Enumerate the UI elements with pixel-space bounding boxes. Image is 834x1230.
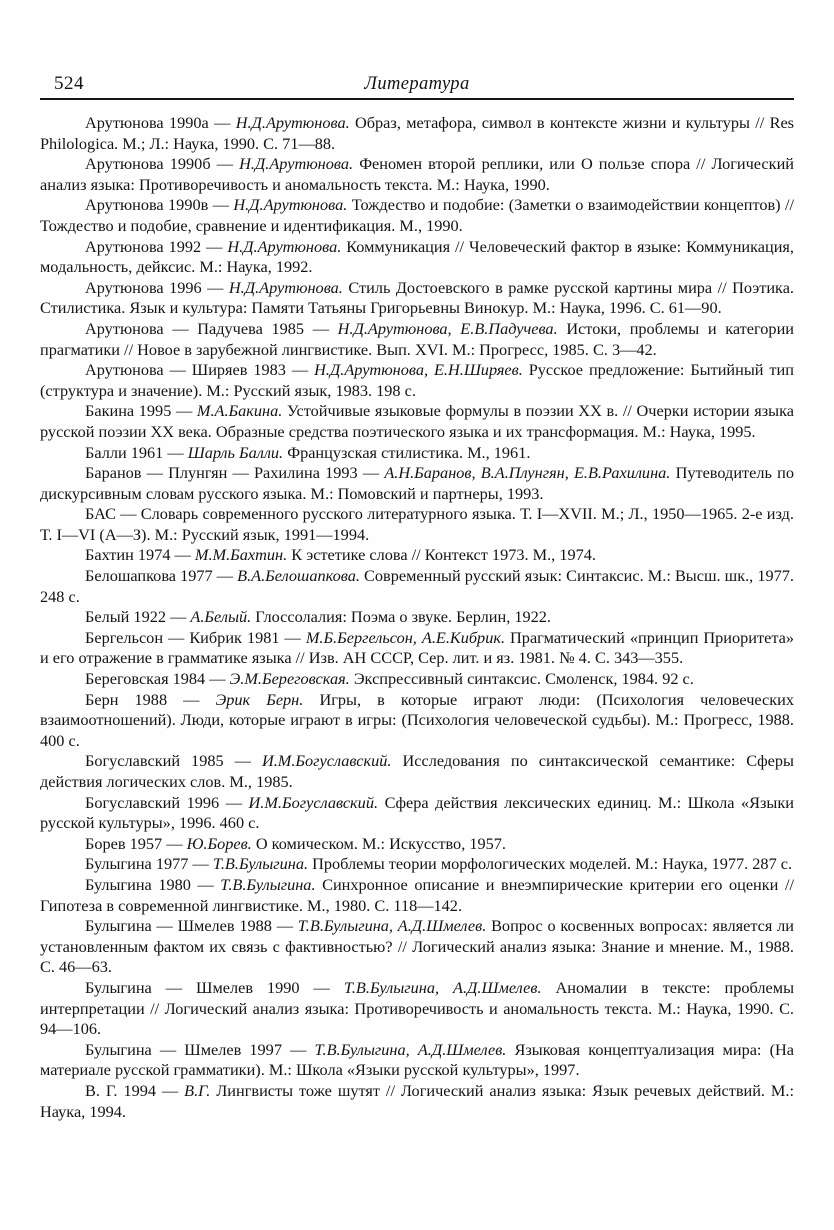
bibliography-entry: Арутюнова 1990а — Н.Д.Арутюнова. Образ, метафора, символ в контексте жизни и культуры // Res Philologica. М.; Л.: Наука, 1990. С. 71—88. xyxy=(40,113,795,153)
entry-label: Бахтин 1974 xyxy=(85,545,171,565)
entry-text: Синхронное описание и внеэмпирические критерии его оценки // Гипотеза в современной лингвистике. М., 1980. С. 118—142. xyxy=(40,874,794,915)
entry-text: К эстетике слова // Контекст 1973. М., 1974. xyxy=(291,545,596,565)
entry-text: Образ, метафора, символ в контексте жизни и культуры // Res Philologica. М.; Л.: Наука, 1990. С. 71—88. xyxy=(40,113,795,153)
entry-authors: Эрик Берн. xyxy=(215,689,304,709)
bibliography-entry: Арутюнова 1990в — Н.Д.Арутюнова. Тождество и подобие: (Заметки о взаимодействии концептов) // Тождество и подобие, сравнение и идентификация. М., 1990. xyxy=(40,195,795,235)
entry-label: Булыгина — Шмелев 1990 xyxy=(85,977,300,997)
bibliography-entry: БАС — Словарь современного русского литературного языка. Т. I—XVII. М.; Л., 1950—1965. 2-е изд. Т. I—VI (А—З). М.: Русский язык, 1991—1994. xyxy=(40,504,794,544)
entry-text: Аномалии в тексте: проблемы интерпретации // Логический анализ языка: Противоречивость и аномальность текста. М.: Наука, 1990. С. 94—106. xyxy=(40,977,795,1039)
entry-text: Стиль Достоевского в рамке русской картины мира // Поэтика. Стилистика. Язык и культура: Памяти Татьяны Григорьевны Винокур. М.: Наука, 1996. С. 61—90. xyxy=(40,277,794,318)
entry-text: Русское предложение: Бытийный тип (структура и значение). М.: Русский язык, 1983. 198 с. xyxy=(40,360,794,400)
bibliography-entry: Булыгина — Шмелев 1997 — Т.В.Булыгина, А.Д.Шмелев. Языковая концептуализация мира: (На материале русской грамматики). М.: Школа «Языки русской культуры», 1997. xyxy=(40,1039,794,1080)
entry-authors: М.Б.Бергельсон, А.Е.Кибрик. xyxy=(305,627,506,647)
bibliography-entry: Арутюнова 1996 — Н.Д.Арутюнова. Стиль Достоевского в рамке русской картины мира // Поэтика. Стилистика. Язык и культура: Памяти Татьяны Григорьевны Винокур. М.: Наука, 1996. С. 61—90. xyxy=(40,277,794,318)
entry-label: Булыгина 1980 xyxy=(85,874,191,894)
entry-authors: Т.В.Булыгина, А.Д.Шмелев. xyxy=(343,977,542,997)
entry-authors: Н.Д.Арутюнова, Е.В.Падучева. xyxy=(337,318,558,338)
bibliography-entry: Булыгина — Шмелев 1990 — Т.В.Булыгина, А.Д.Шмелев. Аномалии в тексте: проблемы интерпретации // Логический анализ языка: Противоречивость и аномальность текста. М.: Наука, 1990. С. 94—106. xyxy=(40,977,795,1039)
entry-authors: Э.М.Береговская. xyxy=(229,669,350,689)
entry-authors: Т.В.Булыгина, А.Д.Шмелев. xyxy=(297,916,487,936)
entry-text: Лингвисты тоже шутят // Логический анализ языка: Язык речевых действий. М.: Наука, 1994. xyxy=(40,1080,795,1121)
entry-label: Арутюнова 1990в xyxy=(85,195,209,215)
entry-authors: Т.В.Булыгина, А.Д.Шмелев. xyxy=(314,1039,507,1059)
bibliography-entry: Булыгина — Шмелев 1988 — Т.В.Булыгина, А.Д.Шмелев. Вопрос о косвенных вопросах: является ли установленным фактом их связь с фактивностью? // Логический анализ языка: Знание и мнение. М., 1988. С. 46—63. xyxy=(40,916,794,977)
entry-authors: Шарль Балли. xyxy=(187,442,284,462)
entry-text: Проблемы теории морфологических моделей. М.: Наука, 1977. 287 с. xyxy=(312,854,793,874)
bibliography-entry: Арутюнова — Ширяев 1983 — Н.Д.Арутюнова, Е.Н.Ширяев. Русское предложение: Бытийный тип (структура и значение). М.: Русский язык, 1983. 198 с. xyxy=(40,360,794,400)
entry-label: Берн 1988 xyxy=(85,689,168,709)
bibliography-entry: Арутюнова 1990б — Н.Д.Арутюнова. Феномен второй реплики, или О пользе спора // Логический анализ языка: Противоречивость и аномальность текста. М.: Наука, 1990. xyxy=(40,154,794,194)
page-title: Литература xyxy=(364,74,470,94)
bibliography-entry: Балли 1961 — Шарль Балли. Французская стилистика. М., 1961. xyxy=(85,442,531,462)
bibliography-entry: Баранов — Плунгян — Рахилина 1993 — А.Н.Баранов, В.А.Плунгян, Е.В.Рахилина. Путеводитель по дискурсивным словам русского языка. М.: Помовский и партнеры, 1993. xyxy=(40,463,794,503)
entry-text: Путеводитель по дискурсивным словам русского языка. М.: Помовский и партнеры, 1993. xyxy=(40,463,794,503)
entry-authors: А.Н.Баранов, В.А.Плунгян, Е.В.Рахилина. xyxy=(384,463,671,483)
bibliography-list xyxy=(40,113,794,1122)
bibliography-entry: Богуславский 1985 — И.М.Богуславский. Исследования по синтаксической семантике: Сферы действия логических слов. М., 1985. xyxy=(40,751,794,791)
entry-authors: Ю.Борев. xyxy=(186,833,252,853)
entry-label: Борев 1957 xyxy=(85,833,163,853)
entry-authors: Т.В.Булыгина. xyxy=(212,854,309,874)
entry-text: Исследования по синтаксической семантике: Сферы действия логических слов. М., 1985. xyxy=(40,751,794,791)
page-number: 524 xyxy=(54,73,84,94)
entry-label: Арутюнова 1990б xyxy=(85,154,211,174)
entry-authors: В.Г. xyxy=(184,1080,211,1100)
entry-label: Булыгина — Шмелев 1997 xyxy=(85,1039,282,1059)
bibliography-entry: Берн 1988 — Эрик Берн. Игры, в которые играют люди: (Психология человеческих взаимоотношений). Люди, которые играют в игры: (Психология человеческой судьбы). М.: Прогресс, 1988. 400 с. xyxy=(40,689,795,750)
entry-text: Прагматический «принцип Приоритета» и его отражение в грамматике языка // Изв. АН СССР, Сер. лит. и яз. 1981. № 4. С. 343—355. xyxy=(40,627,795,668)
bibliography-entry: В. Г. 1994 — В.Г. Лингвисты тоже шутят // Логический анализ языка: Язык речевых действий. М.: Наука, 1994. xyxy=(40,1080,795,1121)
entry-label: Богуславский 1996 xyxy=(85,792,220,812)
entry-authors: И.М.Богуславский. xyxy=(248,792,379,812)
entry-text: Вопрос о косвенных вопросах: является ли установленным фактом их связь с фактивностью? // Логический анализ языка: Знание и мнение. М., 1988. С. 46—63. xyxy=(40,916,794,977)
entry-authors: Т.В.Булыгина. xyxy=(220,874,316,894)
bibliography-entry: Арутюнова — Падучева 1985 — Н.Д.Арутюнова, Е.В.Падучева. Истоки, проблемы и категории прагматики // Новое в зарубежной лингвистике. Вып. XVI. М.: Прогресс, 1985. С. 3—42. xyxy=(40,318,795,359)
entry-text: Сфера действия лексических единиц. М.: Школа «Языки русской культуры», 1996. 460 с. xyxy=(40,792,794,833)
bibliography-entry: Бергельсон — Кибрик 1981 — М.Б.Бергельсон, А.Е.Кибрик. Прагматический «принцип Приоритета» и его отражение в грамматике языка // Изв. АН СССР, Сер. лит. и яз. 1981. № 4. С. 343—355. xyxy=(40,627,795,668)
entry-text: Французская стилистика. М., 1961. xyxy=(287,442,531,462)
entry-text: Истоки, проблемы и категории прагматики // Новое в зарубежной лингвистике. Вып. XVI. М.: Прогресс, 1985. С. 3—42. xyxy=(40,318,795,359)
bibliography-entry: Булыгина 1977 — Т.В.Булыгина. Проблемы теории морфологических моделей. М.: Наука, 1977. 287 с. xyxy=(85,854,793,874)
entry-text: Устойчивые языковые формулы в поэзии XX в. // Очерки истории языка русской поэзии XX века. Образные средства поэтического языка и их трансформация. М.: Наука, 1995. xyxy=(40,401,795,441)
entry-text: Игры, в которые играют люди: (Психология человеческих взаимоотношений). Люди, которые играют в игры: (Психология человеческой судьбы). М.: Прогресс, 1988. 400 с. xyxy=(40,689,795,750)
entry-label: Белый 1922 xyxy=(85,607,166,627)
bibliography-entry: Булыгина 1980 — Т.В.Булыгина. Синхронное описание и внеэмпирические критерии его оценки // Гипотеза в современной лингвистике. М., 1980. С. 118—142. xyxy=(40,874,794,915)
entry-label: Арутюнова 1990а xyxy=(85,113,209,132)
entry-text: Феномен второй реплики, или О пользе спора // Логический анализ языка: Противоречивость и аномальность текста. М.: Наука, 1990. xyxy=(40,154,794,194)
entry-label: В. Г. 1994 xyxy=(85,1080,157,1100)
entry-label: Бергельсон — Кибрик 1981 xyxy=(85,627,280,647)
entry-label: Береговская 1984 xyxy=(85,669,206,689)
bibliography-entry: Бахтин 1974 — М.М.Бахтин. К эстетике слова // Контекст 1973. М., 1974. xyxy=(85,545,596,565)
entry-text: Глоссолалия: Поэма о звуке. Берлин, 1922. xyxy=(255,607,551,627)
running-head xyxy=(40,70,794,100)
entry-text: Словарь современного русского литературного языка. Т. I—XVII. М.; Л., 1950—1965. 2-е изд. Т. I—VI (А—З). М.: Русский язык, 1991—1994. xyxy=(40,504,794,544)
entry-authors: Н.Д.Арутюнова. xyxy=(227,236,342,256)
entry-text: Коммуникация // Человеческий фактор в языке: Коммуникация, модальность, дейксис. М.: Наука, 1992. xyxy=(40,236,794,277)
entry-label: Бакина 1995 xyxy=(85,401,172,421)
entry-authors: Н.Д.Арутюнова. xyxy=(233,195,348,215)
bibliography-entry: Богуславский 1996 — И.М.Богуславский. Сфера действия лексических единиц. М.: Школа «Языки русской культуры», 1996. 460 с. xyxy=(40,792,794,833)
bibliography-entry: Борев 1957 — Ю.Борев. О комическом. М.: Искусство, 1957. xyxy=(85,833,506,853)
entry-authors: Н.Д.Арутюнова. xyxy=(239,154,354,174)
bibliography-entry: Береговская 1984 — Э.М.Береговская. Экспрессивный синтаксис. Смоленск, 1984. 92 с. xyxy=(85,669,694,689)
entry-text: Экспрессивный синтаксис. Смоленск, 1984. 92 с. xyxy=(353,669,694,689)
entry-label: Балли 1961 xyxy=(85,442,164,462)
entry-authors: А.Белый. xyxy=(190,607,252,627)
entry-authors: Н.Д.Арутюнова. xyxy=(228,277,343,297)
entry-authors: Н.Д.Арутюнова, Е.Н.Ширяев. xyxy=(314,360,523,380)
bibliography-entry: Арутюнова 1992 — Н.Д.Арутюнова. Коммуникация // Человеческий фактор в языке: Коммуникация, модальность, дейксис. М.: Наука, 1992. xyxy=(40,236,794,277)
entry-authors: М.М.Бахтин. xyxy=(194,545,288,565)
bibliography-entry: Белый 1922 — А.Белый. Глоссолалия: Поэма о звуке. Берлин, 1922. xyxy=(85,607,551,627)
entry-text: О комическом. М.: Искусство, 1957. xyxy=(255,833,506,853)
entry-label: Богуславский 1985 xyxy=(85,751,224,771)
entry-label: Булыгина 1977 xyxy=(85,854,189,874)
entry-label: Арутюнова — Падучева 1985 xyxy=(85,318,305,338)
entry-authors: И.М.Богуславский. xyxy=(261,751,392,771)
entry-label: Арутюнова 1992 xyxy=(85,236,202,256)
entry-authors: В.А.Белошапкова. xyxy=(237,566,360,586)
entry-text: Современный русский язык: Синтаксис. М.: Высш. шк., 1977. 248 с. xyxy=(40,566,794,606)
bibliography-entry: Бакина 1995 — М.А.Бакина. Устойчивые языковые формулы в поэзии XX в. // Очерки истории языка русской поэзии XX века. Образные средства поэтического языка и их трансформация. М.: Наука, 1995. xyxy=(40,401,795,441)
bibliography-entry: Белошапкова 1977 — В.А.Белошапкова. Современный русский язык: Синтаксис. М.: Высш. шк., 1977. 248 с. xyxy=(40,566,794,606)
entry-text: Языковая концептуализация мира: (На материале русской грамматики). М.: Школа «Языки русской культуры», 1997. xyxy=(40,1039,794,1080)
entry-label: Белошапкова 1977 xyxy=(85,566,213,586)
entry-label: Булыгина — Шмелев 1988 xyxy=(85,916,272,936)
entry-authors: Н.Д.Арутюнова. xyxy=(235,113,350,132)
entry-label: Арутюнова 1996 xyxy=(85,277,202,297)
entry-authors: М.А.Бакина. xyxy=(196,401,283,421)
entry-label: БАС xyxy=(85,504,116,524)
entry-label: Баранов — Плунгян — Рахилина 1993 xyxy=(85,463,358,483)
entry-text: Тождество и подобие: (Заметки о взаимодействии концептов) // Тождество и подобие, сравнение и идентификация. М., 1990. xyxy=(40,195,795,235)
entry-label: Арутюнова — Ширяев 1983 xyxy=(85,360,286,380)
